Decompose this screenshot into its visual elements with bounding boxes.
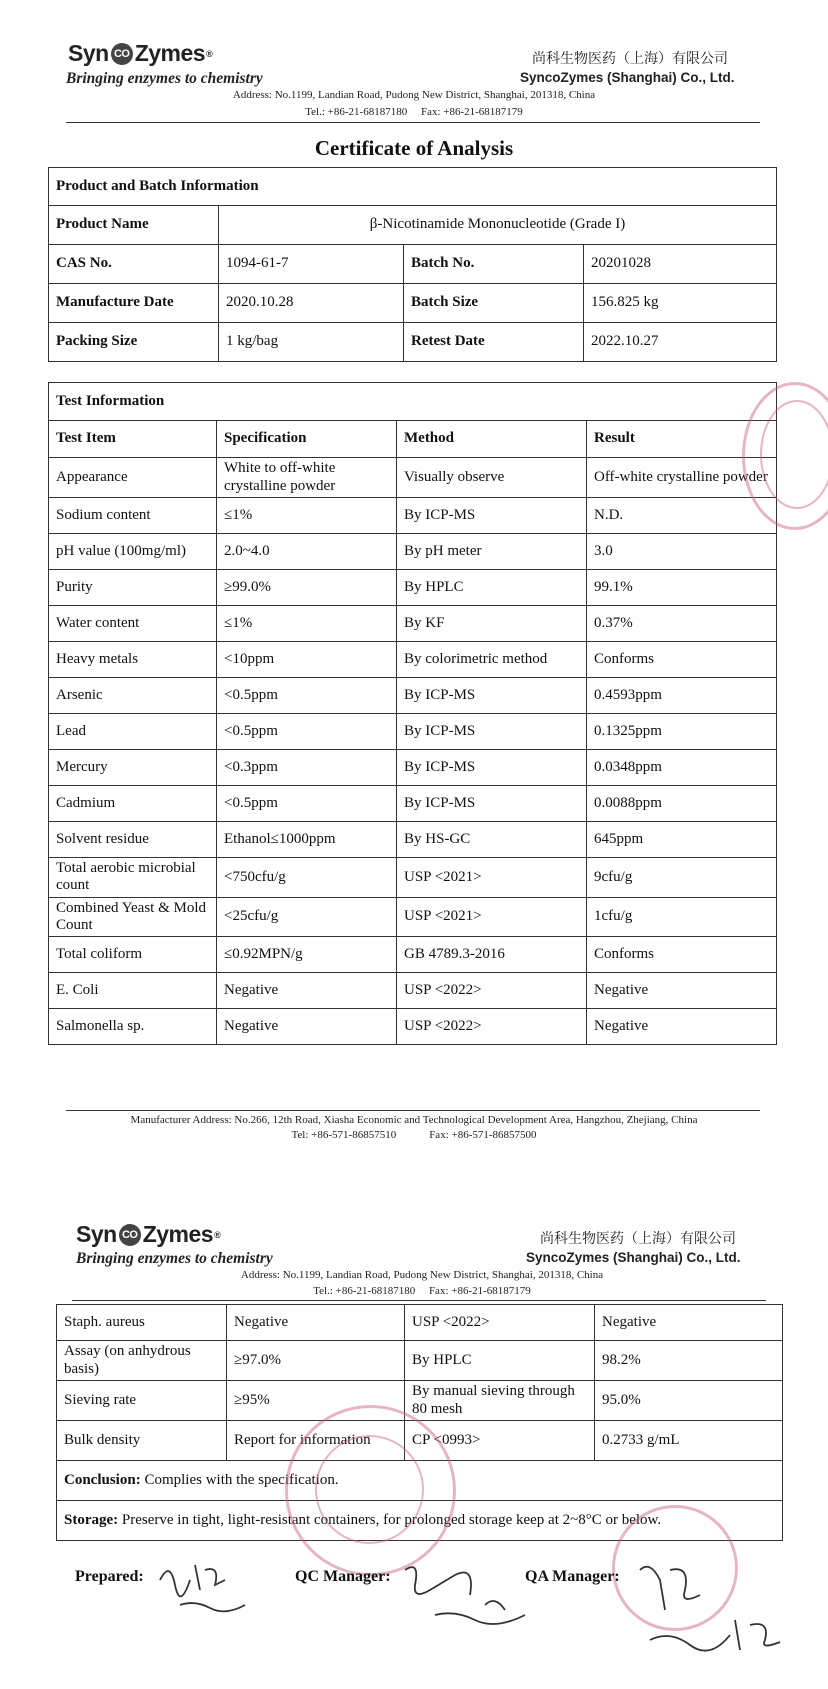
cell-specification: <0.5ppm [217, 714, 397, 750]
cell-method: By HPLC [397, 570, 587, 606]
cell-test-item: Solvent residue [49, 822, 217, 858]
company-name-cn: 尚科生物医药（上海）有限公司 [532, 51, 728, 67]
prepared-signature [150, 1550, 270, 1620]
cell-result: 0.37% [587, 606, 777, 642]
cell-specification: <0.5ppm [217, 786, 397, 822]
cell-result: Negative [595, 1305, 783, 1341]
cell-result: Conforms [587, 937, 777, 973]
manufacturer-address: Manufacturer Address: No.266, 12th Road, Xiasha Economic and Technological Development Area, Hangzhou, Zhejiang, China [130, 1114, 698, 1126]
table-row [49, 858, 777, 898]
cell-test-item: Total coliform [49, 937, 217, 973]
cell-method: USP <2022> [405, 1305, 595, 1341]
cell-method: USP <2022> [397, 1009, 587, 1045]
qa-manager-label: QA Manager: [525, 1568, 620, 1585]
cell-specification: White to off-white crystalline powder [217, 458, 397, 498]
batch-size-label: Batch Size [404, 284, 584, 323]
batch-no-value: 20201028 [584, 245, 777, 284]
cell-specification: Negative [217, 1009, 397, 1045]
cell-method: By ICP-MS [397, 498, 587, 534]
prepared-label: Prepared: [75, 1568, 144, 1585]
company-name-cn-page2: 尚科生物医药（上海）有限公司 [540, 1231, 736, 1247]
test-section-header: Test Information [49, 383, 777, 421]
cell-method: USP <2021> [397, 897, 587, 937]
cell-test-item: Lead [49, 714, 217, 750]
cell-specification: ≤1% [217, 606, 397, 642]
logo-mark: CO [119, 1224, 141, 1246]
logo-text-right: Zymes [142, 1221, 214, 1247]
cell-test-item: Heavy metals [49, 642, 217, 678]
cell-test-item: Water content [49, 606, 217, 642]
logo-reg-mark: ® [206, 48, 213, 59]
batch-no-label: Batch No. [404, 245, 584, 284]
cell-specification: <750cfu/g [217, 858, 397, 898]
cell-method: By ICP-MS [397, 714, 587, 750]
cell-test-item: Mercury [49, 750, 217, 786]
logo-text-right: Zymes [134, 40, 206, 66]
cell-test-item: Salmonella sp. [49, 1009, 217, 1045]
cell-specification: <0.3ppm [217, 750, 397, 786]
qa-manager-signature [630, 1550, 810, 1660]
manufacturer-tel-fax: Tel: +86-571-86857510 Fax: +86-571-86857500 [291, 1129, 537, 1141]
manufacture-date-value: 2020.10.28 [219, 284, 404, 323]
product-info-table [48, 167, 777, 362]
table-row [49, 458, 777, 498]
cell-test-item: Staph. aureus [57, 1305, 227, 1341]
cell-result: 0.4593ppm [587, 678, 777, 714]
footer-rule [66, 1110, 760, 1111]
table-row [49, 750, 777, 786]
company-address: Address: No.1199, Landian Road, Pudong New District, Shanghai, 201318, China [232, 89, 596, 101]
cell-test-item: Arsenic [49, 678, 217, 714]
cell-test-item: E. Coli [49, 973, 217, 1009]
header-rule [66, 122, 760, 123]
cell-method: By pH meter [397, 534, 587, 570]
table-row [49, 1009, 777, 1045]
cell-result: 98.2% [595, 1341, 783, 1381]
logo-text-left: Syn [68, 40, 109, 66]
cell-result: 0.0088ppm [587, 786, 777, 822]
cas-value: 1094-61-7 [219, 245, 404, 284]
cell-method: By ICP-MS [397, 786, 587, 822]
table-row [49, 786, 777, 822]
table-row [49, 570, 777, 606]
cell-method: By KF [397, 606, 587, 642]
table-row [49, 534, 777, 570]
packing-size-value: 1 kg/bag [219, 323, 404, 362]
cell-specification: Report for information [227, 1421, 405, 1461]
cell-result: 0.2733 g/mL [595, 1421, 783, 1461]
cell-method: Visually observe [397, 458, 587, 498]
cell-specification: ≥97.0% [227, 1341, 405, 1381]
logo-reg-mark: ® [214, 1229, 221, 1240]
packing-size-label: Packing Size [49, 323, 219, 362]
cell-result: Off-white crystalline powder [587, 458, 777, 498]
logo-text-left: Syn [76, 1221, 117, 1247]
cell-method: By colorimetric method [397, 642, 587, 678]
company-seal-inner-ring-page2 [315, 1435, 424, 1544]
header-rule-page2 [72, 1300, 766, 1301]
cell-result: 1cfu/g [587, 897, 777, 937]
cell-specification: Negative [227, 1305, 405, 1341]
cell-specification: ≥99.0% [217, 570, 397, 606]
col-header-specification: Specification [217, 421, 397, 458]
cell-specification: 2.0~4.0 [217, 534, 397, 570]
cell-specification: Negative [217, 973, 397, 1009]
cell-result: N.D. [587, 498, 777, 534]
table-row [49, 822, 777, 858]
product-section-header: Product and Batch Information [49, 168, 777, 206]
document-title: Certificate of Analysis [314, 136, 514, 160]
company-tel-fax: Tel.: +86-21-68187180 Fax: +86-21-68187179 [305, 106, 523, 118]
table-row [49, 973, 777, 1009]
cell-test-item: Total aerobic microbial count [49, 858, 217, 898]
storage-text: Preserve in tight, light-resistant containers, for prolonged storage keep at 2~8°C or below. [118, 1511, 662, 1528]
cell-specification: ≥95% [227, 1381, 405, 1421]
cell-method: GB 4789.3-2016 [397, 937, 587, 973]
cell-result: 9cfu/g [587, 858, 777, 898]
cell-method: By HPLC [405, 1341, 595, 1381]
table-row [49, 642, 777, 678]
cell-specification: <10ppm [217, 642, 397, 678]
col-header-test-item: Test Item [49, 421, 217, 458]
table-row [49, 937, 777, 973]
company-name-en: SyncoZymes (Shanghai) Co., Ltd. [520, 70, 735, 85]
cell-result: Conforms [587, 642, 777, 678]
company-seal-inner-ring [760, 400, 828, 509]
cell-test-item: Bulk density [57, 1421, 227, 1461]
cell-result: Negative [587, 973, 777, 1009]
product-name-value: β-Nicotinamide Mononucleotide (Grade I) [219, 206, 777, 245]
cell-specification: ≤1% [217, 498, 397, 534]
col-header-result: Result [587, 421, 777, 458]
tagline: Bringing enzymes to chemistry [66, 70, 263, 87]
cell-specification: Ethanol≤1000ppm [217, 822, 397, 858]
table-row [49, 714, 777, 750]
cell-test-item: pH value (100mg/ml) [49, 534, 217, 570]
table-row [57, 1341, 783, 1381]
product-name-label: Product Name [49, 206, 219, 245]
table-row [49, 678, 777, 714]
cell-result: Negative [587, 1009, 777, 1045]
cell-result: 0.0348ppm [587, 750, 777, 786]
company-name-en-page2: SyncoZymes (Shanghai) Co., Ltd. [526, 1250, 741, 1265]
table-row [49, 897, 777, 937]
cell-result: 0.1325ppm [587, 714, 777, 750]
cell-result: 3.0 [587, 534, 777, 570]
cell-test-item: Combined Yeast & Mold Count [49, 897, 217, 937]
cell-method: By HS-GC [397, 822, 587, 858]
table-row [57, 1305, 783, 1341]
table-row [57, 1381, 783, 1421]
cell-result: 645ppm [587, 822, 777, 858]
cell-specification: ≤0.92MPN/g [217, 937, 397, 973]
cell-specification: <0.5ppm [217, 678, 397, 714]
manufacture-date-label: Manufacture Date [49, 284, 219, 323]
cell-method: By ICP-MS [397, 678, 587, 714]
cell-method: USP <2021> [397, 858, 587, 898]
conclusion-text: Complies with the specification. [140, 1471, 339, 1488]
cell-method: USP <2022> [397, 973, 587, 1009]
cell-test-item: Sodium content [49, 498, 217, 534]
cell-test-item: Cadmium [49, 786, 217, 822]
retest-date-value: 2022.10.27 [584, 323, 777, 362]
company-tel-fax-page2: Tel.: +86-21-68187180 Fax: +86-21-68187179 [313, 1285, 531, 1297]
qc-manager-label: QC Manager: [295, 1568, 391, 1585]
cell-result: 99.1% [587, 570, 777, 606]
cell-specification: <25cfu/g [217, 897, 397, 937]
table-row [49, 606, 777, 642]
cell-method: CP <0993> [405, 1421, 595, 1461]
col-header-method: Method [397, 421, 587, 458]
company-logo [68, 40, 212, 67]
batch-size-value: 156.825 kg [584, 284, 777, 323]
retest-date-label: Retest Date [404, 323, 584, 362]
logo-mark: CO [111, 43, 133, 65]
cell-method: By manual sieving through 80 mesh [405, 1381, 595, 1421]
cell-test-item: Purity [49, 570, 217, 606]
qc-manager-signature [395, 1555, 545, 1635]
company-address-page2: Address: No.1199, Landian Road, Pudong New District, Shanghai, 201318, China [240, 1269, 604, 1281]
cell-test-item: Assay (on anhydrous basis) [57, 1341, 227, 1381]
company-logo-page2 [76, 1221, 220, 1248]
test-info-table [48, 382, 777, 1045]
table-row [49, 498, 777, 534]
cas-label: CAS No. [49, 245, 219, 284]
cell-result: 95.0% [595, 1381, 783, 1421]
tagline-page2: Bringing enzymes to chemistry [76, 1250, 273, 1267]
storage-label: Storage: [64, 1511, 119, 1528]
cell-test-item: Sieving rate [57, 1381, 227, 1421]
conclusion-label: Conclusion: [64, 1471, 141, 1488]
cell-method: By ICP-MS [397, 750, 587, 786]
cell-test-item: Appearance [49, 458, 217, 498]
